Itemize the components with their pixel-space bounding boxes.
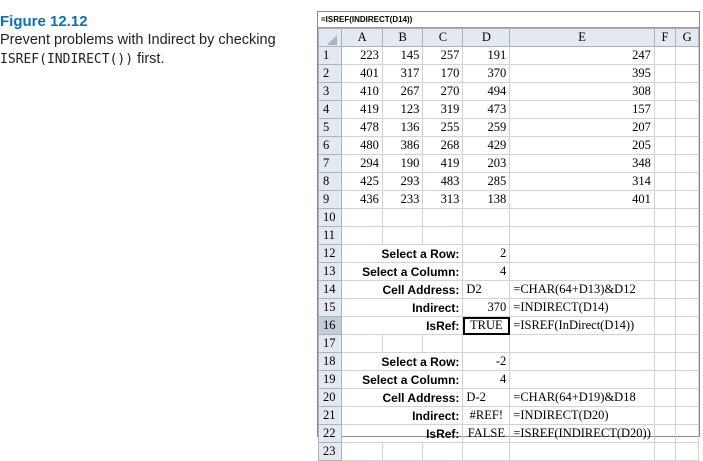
cell[interactable]: 313: [423, 191, 463, 209]
cell[interactable]: [654, 47, 675, 65]
table-row: [319, 101, 699, 119]
cell[interactable]: 270: [423, 83, 463, 101]
row-header[interactable]: 5: [319, 119, 342, 137]
cell-label[interactable]: Cell Address:: [342, 281, 463, 299]
formula-text-cell[interactable]: =ISREF(InDirect(D14)): [510, 317, 655, 335]
cell[interactable]: 483: [423, 173, 463, 191]
row-header[interactable]: 22: [319, 425, 342, 443]
cell-label[interactable]: IsRef:: [342, 317, 463, 335]
cell[interactable]: 191: [463, 47, 510, 65]
row-header[interactable]: 21: [319, 407, 342, 425]
cell[interactable]: [676, 65, 699, 83]
cell[interactable]: [654, 119, 675, 137]
table-row: [319, 155, 699, 173]
cell[interactable]: 145: [382, 47, 423, 65]
cell[interactable]: 136: [382, 119, 423, 137]
cell[interactable]: 293: [382, 173, 423, 191]
row-header[interactable]: 19: [319, 371, 342, 389]
table-row: [319, 407, 699, 425]
table-row: [319, 299, 699, 317]
table-row: [319, 317, 699, 335]
cell[interactable]: [676, 443, 699, 461]
table-row: [319, 227, 699, 245]
cell[interactable]: 223: [342, 47, 383, 65]
cell[interactable]: [423, 443, 463, 461]
cell[interactable]: [676, 191, 699, 209]
cell[interactable]: [676, 173, 699, 191]
cell[interactable]: [676, 389, 699, 407]
cell[interactable]: [510, 353, 655, 371]
cell[interactable]: [654, 263, 675, 281]
table-row: [319, 191, 699, 209]
table-row: [319, 389, 699, 407]
row-header[interactable]: 10: [319, 209, 342, 227]
cell[interactable]: [342, 443, 383, 461]
row-header[interactable]: 20: [319, 389, 342, 407]
table-row: [319, 281, 699, 299]
cell[interactable]: [676, 317, 699, 335]
table-row: [319, 47, 699, 65]
row-header[interactable]: 6: [319, 137, 342, 155]
cell[interactable]: [654, 353, 675, 371]
cell[interactable]: 308: [510, 83, 655, 101]
cell[interactable]: 425: [342, 173, 383, 191]
cell[interactable]: 170: [423, 65, 463, 83]
active-cell[interactable]: TRUE: [463, 317, 510, 335]
cell[interactable]: 395: [510, 65, 655, 83]
cell[interactable]: [654, 137, 675, 155]
cell[interactable]: [342, 335, 383, 353]
row-header[interactable]: 4: [319, 101, 342, 119]
cell[interactable]: [654, 335, 675, 353]
cell-label[interactable]: Indirect:: [342, 299, 463, 317]
formula-text-cell[interactable]: =INDIRECT(D14): [510, 299, 655, 317]
table-row: [319, 173, 699, 191]
cell[interactable]: [676, 371, 699, 389]
cell[interactable]: [382, 335, 423, 353]
column-header-f[interactable]: F: [654, 29, 675, 47]
cell[interactable]: 259: [463, 119, 510, 137]
cell[interactable]: [676, 425, 699, 443]
cell-label[interactable]: Cell Address:: [342, 389, 463, 407]
cell[interactable]: 268: [423, 137, 463, 155]
cell[interactable]: [510, 245, 655, 263]
cell[interactable]: [423, 209, 463, 227]
column-header-row: [319, 29, 699, 47]
cell[interactable]: [654, 101, 675, 119]
column-header-g[interactable]: G: [676, 29, 699, 47]
cell[interactable]: 317: [382, 65, 423, 83]
cell[interactable]: [676, 407, 699, 425]
cell[interactable]: [676, 335, 699, 353]
cell[interactable]: [654, 83, 675, 101]
cell[interactable]: 4: [463, 263, 510, 281]
spreadsheet-screenshot: [317, 11, 700, 458]
table-row: [319, 83, 699, 101]
cell[interactable]: #REF!: [463, 407, 510, 425]
cell[interactable]: 419: [423, 155, 463, 173]
cell[interactable]: 203: [463, 155, 510, 173]
cell[interactable]: [676, 227, 699, 245]
row-header[interactable]: 1: [319, 47, 342, 65]
figure-description-text: Prevent problems with Indirect by checking: [0, 32, 276, 48]
row-header[interactable]: 7: [319, 155, 342, 173]
cell[interactable]: [676, 83, 699, 101]
cell[interactable]: [342, 209, 383, 227]
cell[interactable]: [654, 173, 675, 191]
cell[interactable]: 255: [423, 119, 463, 137]
table-row: [319, 335, 699, 353]
cell[interactable]: [654, 371, 675, 389]
cell[interactable]: D2: [463, 281, 510, 299]
cell[interactable]: [654, 209, 675, 227]
column-header-d[interactable]: D: [463, 29, 510, 47]
cell[interactable]: D-2: [463, 389, 510, 407]
cell[interactable]: 123: [382, 101, 423, 119]
cell[interactable]: 419: [342, 101, 383, 119]
cell[interactable]: [676, 263, 699, 281]
cell[interactable]: [423, 227, 463, 245]
formula-text-cell[interactable]: =INDIRECT(D20): [510, 407, 655, 425]
row-header[interactable]: 14: [319, 281, 342, 299]
cell[interactable]: [463, 209, 510, 227]
cell[interactable]: 370: [463, 65, 510, 83]
cell[interactable]: [382, 227, 423, 245]
cell[interactable]: [676, 101, 699, 119]
cell-label[interactable]: Select a Column:: [342, 263, 463, 281]
table-row: [319, 245, 699, 263]
cell[interactable]: [463, 335, 510, 353]
cell[interactable]: 401: [510, 191, 655, 209]
cell[interactable]: [510, 263, 655, 281]
spreadsheet-grid: [318, 28, 699, 461]
cell[interactable]: [654, 443, 675, 461]
cell[interactable]: [676, 353, 699, 371]
column-header-b[interactable]: B: [382, 29, 423, 47]
cell[interactable]: 233: [382, 191, 423, 209]
table-row: [319, 209, 699, 227]
cell[interactable]: [342, 227, 383, 245]
cell[interactable]: [382, 209, 423, 227]
formula-bar[interactable]: =ISREF(INDIRECT(D14)): [318, 12, 699, 28]
cell[interactable]: [654, 389, 675, 407]
table-row: [319, 353, 699, 371]
cell-label[interactable]: IsRef:: [342, 425, 463, 443]
cell[interactable]: 478: [342, 119, 383, 137]
cell[interactable]: [654, 245, 675, 263]
row-header[interactable]: 2: [319, 65, 342, 83]
cell[interactable]: [654, 407, 675, 425]
cell[interactable]: 319: [423, 101, 463, 119]
cell[interactable]: [676, 209, 699, 227]
table-row: [319, 371, 699, 389]
cell-label[interactable]: Select a Column:: [342, 371, 463, 389]
cell[interactable]: 207: [510, 119, 655, 137]
cell[interactable]: 247: [510, 47, 655, 65]
column-header-a[interactable]: A: [342, 29, 383, 47]
cell[interactable]: [654, 317, 675, 335]
cell[interactable]: 190: [382, 155, 423, 173]
cell[interactable]: 267: [382, 83, 423, 101]
cell[interactable]: 473: [463, 101, 510, 119]
cell[interactable]: 480: [342, 137, 383, 155]
cell[interactable]: [676, 155, 699, 173]
cell[interactable]: 348: [510, 155, 655, 173]
cell[interactable]: [654, 425, 675, 443]
row-header[interactable]: 11: [319, 227, 342, 245]
column-header-c[interactable]: C: [423, 29, 463, 47]
cell[interactable]: [510, 443, 655, 461]
table-row: [319, 443, 699, 461]
row-header[interactable]: 17: [319, 335, 342, 353]
table-row: [319, 119, 699, 137]
table-row: [319, 137, 699, 155]
select-all-corner[interactable]: [319, 29, 342, 47]
cell[interactable]: 494: [463, 83, 510, 101]
cell[interactable]: [676, 245, 699, 263]
cell[interactable]: [463, 227, 510, 245]
cell[interactable]: [510, 335, 655, 353]
cell[interactable]: 314: [510, 173, 655, 191]
cell[interactable]: 370: [463, 299, 510, 317]
row-header[interactable]: 15: [319, 299, 342, 317]
table-row: [319, 65, 699, 83]
cell[interactable]: [510, 209, 655, 227]
cell-label[interactable]: Indirect:: [342, 407, 463, 425]
figure-title: Figure 12.12: [0, 13, 88, 30]
row-header[interactable]: 18: [319, 353, 342, 371]
row-header[interactable]: 23: [319, 443, 342, 461]
cell[interactable]: 138: [463, 191, 510, 209]
cell-label[interactable]: Select a Row:: [342, 353, 463, 371]
cell[interactable]: [654, 227, 675, 245]
formula-text-cell[interactable]: =ISREF(INDIRECT(D20)): [510, 425, 655, 443]
cell[interactable]: [423, 335, 463, 353]
figure-caption: [0, 12, 300, 69]
cell[interactable]: 205: [510, 137, 655, 155]
cell[interactable]: 2: [463, 245, 510, 263]
cell-label[interactable]: Select a Row:: [342, 245, 463, 263]
cell[interactable]: [654, 281, 675, 299]
cell[interactable]: 4: [463, 371, 510, 389]
figure-code: ISREF(INDIRECT()): [0, 52, 134, 67]
cell[interactable]: FALSE: [463, 425, 510, 443]
cell[interactable]: 401: [342, 65, 383, 83]
cell[interactable]: [676, 47, 699, 65]
cell[interactable]: [676, 119, 699, 137]
cell[interactable]: 285: [463, 173, 510, 191]
cell[interactable]: 157: [510, 101, 655, 119]
row-header[interactable]: 12: [319, 245, 342, 263]
cell[interactable]: 386: [382, 137, 423, 155]
cell[interactable]: [654, 191, 675, 209]
column-header-e[interactable]: E: [510, 29, 655, 47]
cell[interactable]: -2: [463, 353, 510, 371]
row-header[interactable]: 13: [319, 263, 342, 281]
cell[interactable]: [510, 227, 655, 245]
cell[interactable]: 436: [342, 191, 383, 209]
row-header[interactable]: 8: [319, 173, 342, 191]
cell[interactable]: [654, 299, 675, 317]
row-header[interactable]: 3: [319, 83, 342, 101]
row-header[interactable]: 9: [319, 191, 342, 209]
cell[interactable]: [382, 443, 423, 461]
table-row: [319, 263, 699, 281]
cell[interactable]: [676, 299, 699, 317]
cell[interactable]: 410: [342, 83, 383, 101]
cell[interactable]: [510, 371, 655, 389]
cell[interactable]: [654, 155, 675, 173]
cell[interactable]: [654, 65, 675, 83]
cell[interactable]: [463, 443, 510, 461]
formula-text-cell[interactable]: =CHAR(64+D13)&D12: [510, 281, 655, 299]
formula-text-cell[interactable]: =CHAR(64+D19)&D18: [510, 389, 655, 407]
row-header[interactable]: 16: [319, 317, 342, 335]
figure-description-tail: first.: [133, 51, 165, 67]
figure-description: [0, 31, 300, 69]
cell[interactable]: 257: [423, 47, 463, 65]
cell[interactable]: [676, 281, 699, 299]
cell[interactable]: 294: [342, 155, 383, 173]
table-row: [319, 425, 699, 443]
cell[interactable]: [676, 137, 699, 155]
cell[interactable]: 429: [463, 137, 510, 155]
